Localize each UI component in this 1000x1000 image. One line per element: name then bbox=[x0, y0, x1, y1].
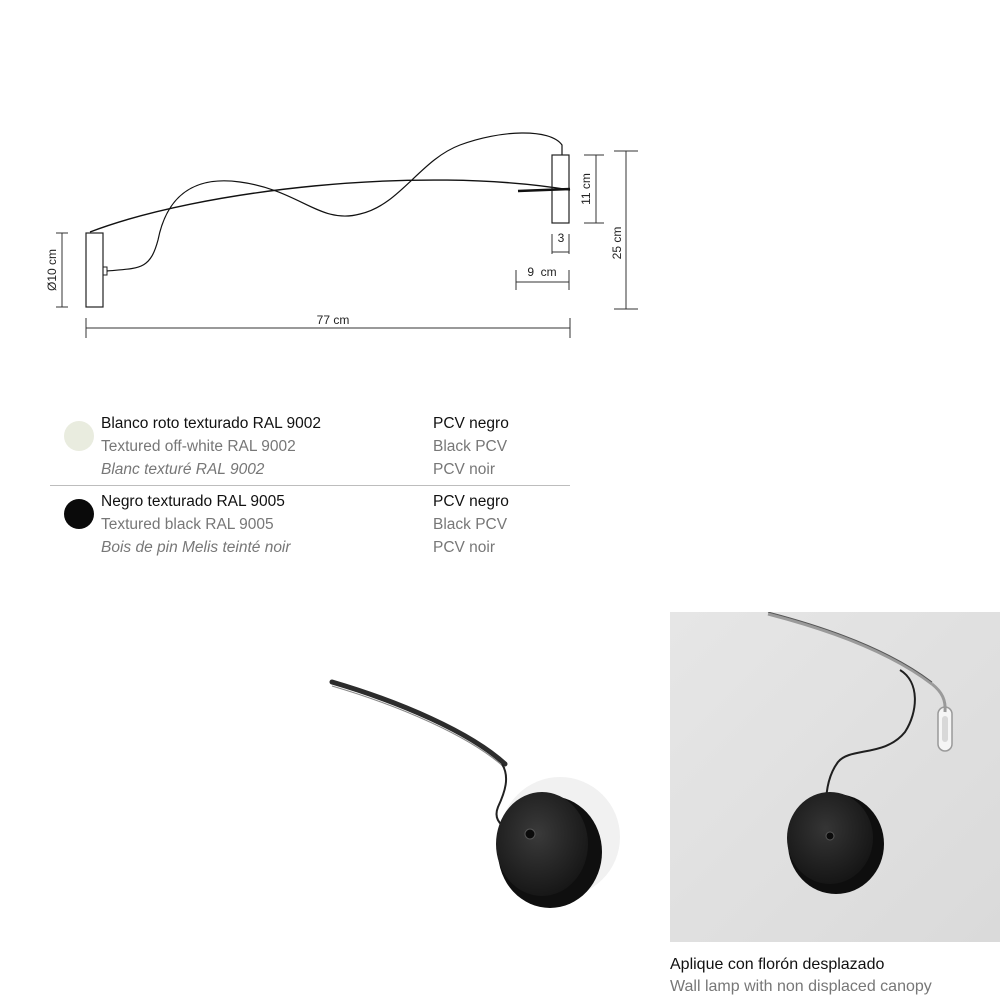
material-fr: PCV noir bbox=[433, 539, 496, 556]
canopy-outline bbox=[86, 233, 103, 307]
black-swatch bbox=[64, 499, 94, 529]
material-fr: PCV noir bbox=[433, 461, 496, 478]
finish-black-material bbox=[433, 490, 509, 559]
finish-name-es: Blanco roto texturado RAL 9002 bbox=[101, 415, 322, 432]
offwhite-swatch bbox=[64, 421, 94, 451]
finish-offwhite bbox=[50, 412, 570, 486]
dim-length: 77 cm bbox=[316, 313, 350, 327]
caption-es: Aplique con florón desplazado bbox=[670, 956, 885, 973]
lamp-head-clip bbox=[518, 189, 570, 191]
finish-name-fr: Blanc texturé RAL 9002 bbox=[101, 461, 265, 478]
material-en: Black PCV bbox=[433, 438, 508, 455]
canopy-photo bbox=[320, 612, 660, 942]
finish-black bbox=[50, 490, 570, 560]
material-en: Black PCV bbox=[433, 516, 508, 533]
finish-offwhite-material bbox=[433, 412, 509, 481]
finish-black-names bbox=[101, 490, 291, 559]
dim-total-height: 25 cm bbox=[610, 226, 624, 260]
dim-head-offset: 9 cm bbox=[527, 265, 557, 279]
finish-name-en: Textured off-white RAL 9002 bbox=[101, 438, 296, 455]
installed-lamp-photo bbox=[670, 612, 1000, 942]
photo1-canopy bbox=[496, 792, 588, 896]
caption-en: Wall lamp with non displaced canopy bbox=[670, 978, 932, 995]
technical-drawing bbox=[0, 0, 1000, 360]
finish-name-es: Negro texturado RAL 9005 bbox=[101, 493, 285, 510]
lamp-cable bbox=[107, 133, 562, 271]
finish-name-fr: Bois de pin Melis teinté noir bbox=[101, 539, 291, 556]
dim-head-height: 11 cm bbox=[579, 173, 593, 205]
dim-diameter: Ø10 cm bbox=[45, 248, 59, 292]
finishes-table bbox=[50, 412, 570, 560]
finish-name-en: Textured black RAL 9005 bbox=[101, 516, 274, 533]
material-es: PCV negro bbox=[433, 493, 509, 510]
material-es: PCV negro bbox=[433, 415, 509, 432]
finish-offwhite-names bbox=[101, 412, 321, 481]
dim-head-small: 3 bbox=[557, 231, 565, 245]
photo-caption bbox=[670, 954, 932, 998]
